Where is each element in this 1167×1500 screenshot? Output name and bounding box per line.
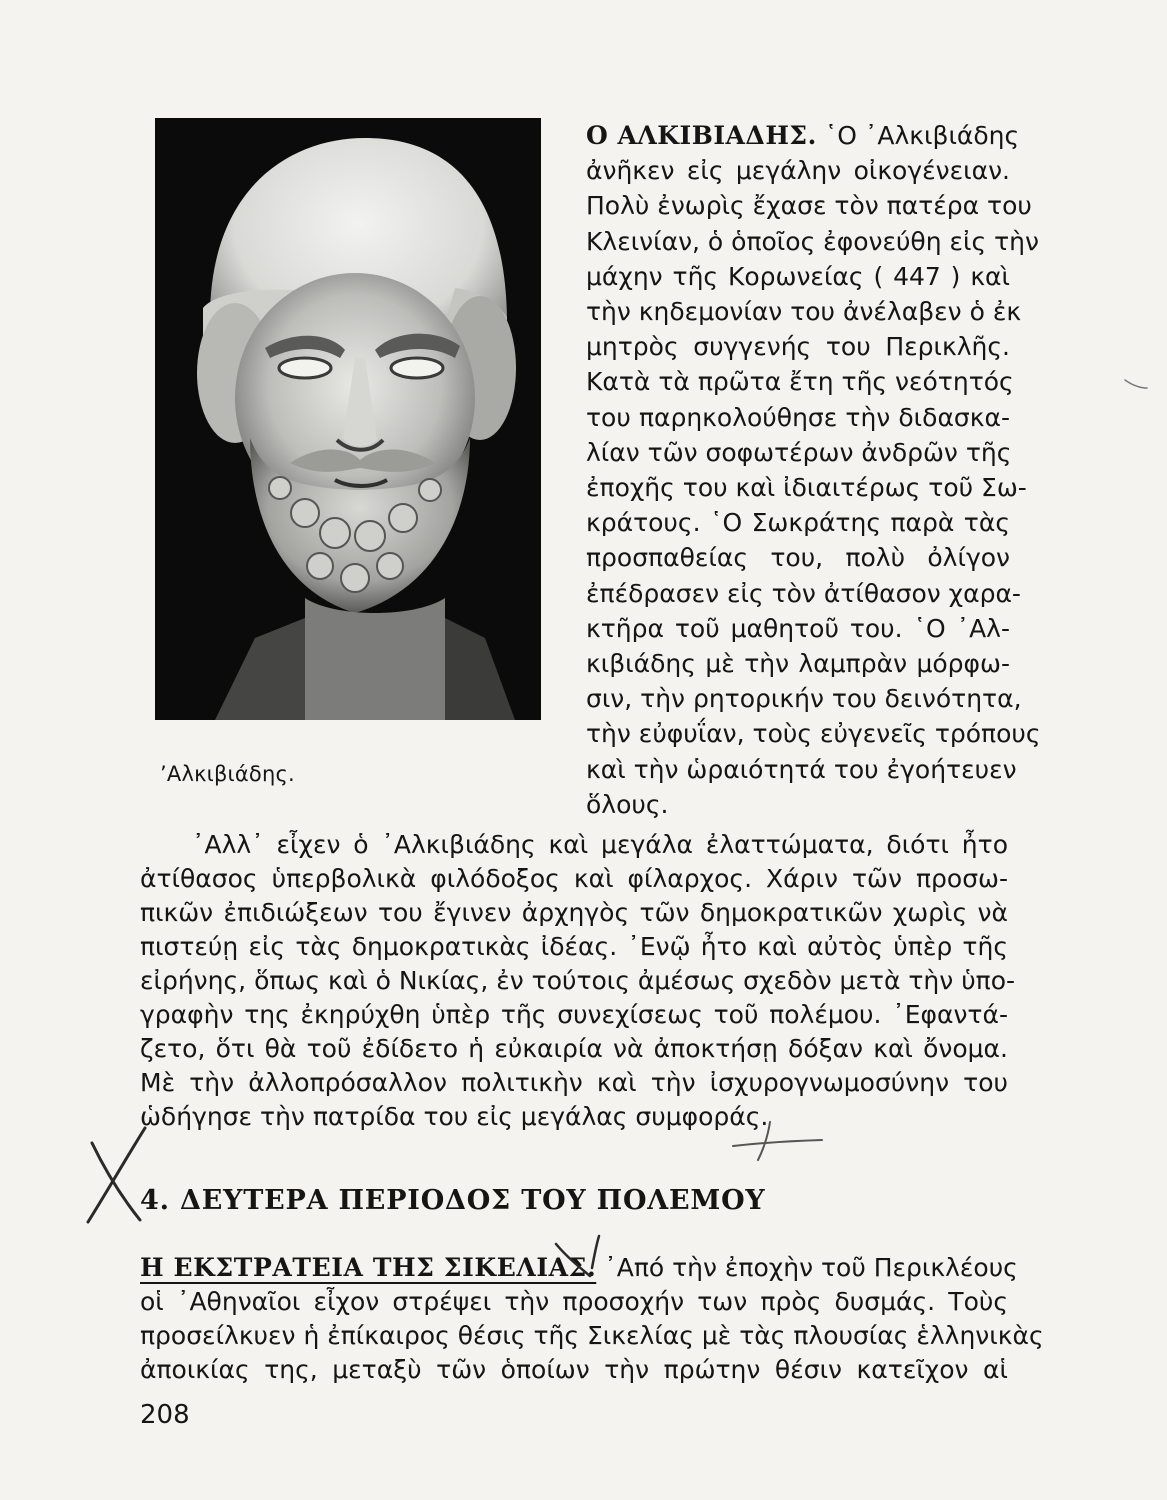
paragraph-line: Μὲ τὴν ἀλλοπρόσαλλον πολιτικὴν καὶ τὴν ἰσχυρογνωμοσύνην του [140,1068,1008,1097]
intro-line: του παρηκολούθησε τὴν διδασκα- [586,402,1010,432]
intro-line: Κατὰ τὰ πρῶτα ἔτη τῆς νεότητός [586,367,1014,397]
sicily-heading: Η ΕΚΣΤΡΑΤΕΙΑ ΤΗΣ ΣΙΚΕΛΙΑΣ. [140,1253,597,1282]
paragraph-line: ᾿Αλλ᾿ εἶχεν ὁ ᾿Αλκιβιάδης καὶ μεγάλα ἐλαττώματα, διότι ἦτο [192,830,1008,859]
paragraph-line [140,1251,1018,1285]
intro-line: μάχην τῆς Κορωνείας ( 447 ) καὶ [586,261,1010,291]
paragraph-line: εἰρήνης, ὅπως καὶ ὁ Νικίας, ἐν τούτοις ἀμέσως σχεδὸν μετὰ τὴν ὑπο- [140,966,1016,995]
paragraph-line: πικῶν ἐπιδιώξεων του ἔγινεν ἀρχηγὸς τῶν δημοκρατικῶν χωρὶς νὰ [140,898,1008,927]
intro-line: καὶ τὴν ὡραιότητά του ἐγοήτευεν [586,754,1017,784]
intro-line: Κλεινίαν, ὁ ὁποῖος ἐφονεύθη εἰς τὴν [586,226,1039,256]
intro-line: κιβιάδης μὲ τὴν λαμπρὰν μόρφω- [586,649,1010,679]
intro-line: τὴν εὐφυΐαν, τοὺς εὐγενεῖς τρόπους [586,719,1041,749]
portrait-caption: ’Αλκιβιάδης. [160,762,295,786]
pencil-x-stroke [88,1128,145,1222]
intro-line: ἀνῆκεν εἰς μεγάλην οἰκογένειαν. [586,156,1010,186]
flaws-paragraph [140,828,1016,1134]
pencil-x-stroke [92,1143,140,1220]
sicily-paragraph [140,1251,1044,1387]
pencil-margin-mark [1125,380,1147,388]
sicily-first-line-text: ᾿Από τὴν ἐποχὴν τοῦ Περικλέους [604,1253,1018,1282]
paragraph-line: ζετο, ὅτι θὰ τοῦ ἐδίδετο ἡ εὐκαιρία νὰ ἀποκτήσῃ δόξαν καὶ ὄνομα. [140,1034,1008,1063]
section-title: 4. ΔΕΥΤΕΡΑ ΠΕΡΙΟΔΟΣ ΤΟΥ ΠΟΛΕΜΟΥ [140,1185,766,1216]
intro-line-text: ῾Ο ᾿Αλκιβιάδης [816,121,1020,150]
paragraph-line: ὡδήγησε τὴν πατρίδα του εἰς μεγάλας συμφοράς. [140,1102,769,1131]
paragraph-line: γραφὴν της ἐκηρύχθη ὑπὲρ τῆς συνεχίσεως τοῦ πολέμου. ᾿Εφαντά- [140,1000,1008,1029]
intro-line: τὴν κηδεμονίαν του ἀνέλαβεν ὁ ἐκ [586,297,1022,327]
intro-line: ἐποχῆς του καὶ ἰδιαιτέρως τοῦ Σω- [586,473,1027,503]
paragraph-line: οἱ ᾿Αθηναῖοι εἶχον στρέψει τὴν προσοχήν των πρὸς δυσμάς. Τοὺς [140,1287,1008,1316]
portrait-image [155,118,541,720]
intro-line: κράτους. ῾Ο Σωκράτης παρὰ τὰς [586,508,1010,538]
intro-line: μητρὸς συγγενής του Περικλῆς. [586,332,1010,362]
paragraph-line: ἀτίθασος ὑπερβολικὰ φιλόδοξος καὶ φίλαρχος. Χάριν τῶν προσω- [140,864,1008,893]
intro-line [586,118,1020,153]
paragraph-line: προσείλκυεν ἡ ἐπίκαιρος θέσις τῆς Σικελίας μὲ τὰς πλουσίας ἑλληνικὰς [140,1321,1044,1350]
intro-column [586,118,1041,822]
intro-line: λίαν τῶν σοφωτέρων ἀνδρῶν τῆς [586,437,1012,467]
intro-line: κτῆρα τοῦ μαθητοῦ του. ῾Ο ᾿Αλ- [586,613,1010,643]
intro-line: προσπαθείας του, πολὺ ὀλίγον [586,543,1010,573]
intro-line: σιν, τὴν ρητορικήν του δεινότητα, [586,684,1022,714]
alcibiades-heading: Ο ΑΛΚΙΒΙΑΔΗΣ. [586,121,817,150]
page-number: 208 [140,1400,190,1430]
paragraph-line: ἀποικίας της, μεταξὺ τῶν ὁποίων τὴν πρώτην θέσιν κατεῖχον αἱ [140,1355,1008,1384]
intro-line: ὅλους. [586,789,669,819]
intro-line: ἐπέδρασεν εἰς τὸν ἀτίθασον χαρα- [586,578,1021,608]
paragraph-line: πιστεύῃ εἰς τὰς δημοκρατικὰς ἰδέας. ᾿Ενῷ ἦτο καὶ αὐτὸς ὑπὲρ τῆς [140,932,1008,961]
intro-line: Πολὺ ἐνωρὶς ἔχασε τὸν πατέρα του [586,191,1032,221]
pencil-tick-stroke [733,1140,822,1146]
